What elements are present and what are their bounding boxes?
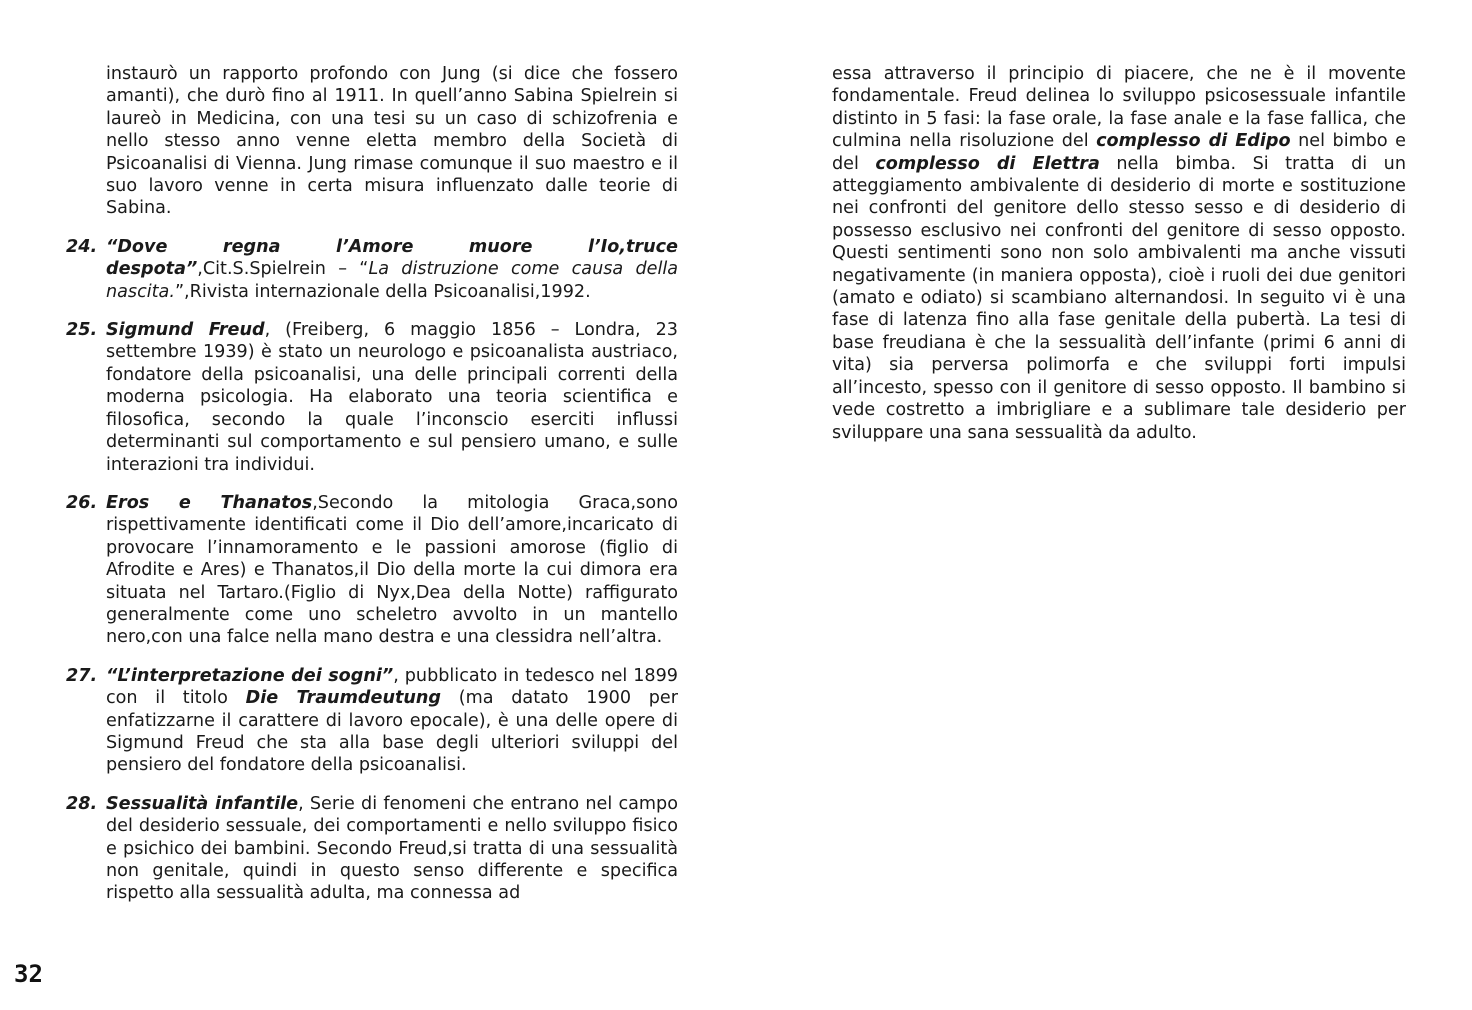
note-number: 28. bbox=[66, 793, 98, 814]
note-24 bbox=[66, 236, 678, 303]
left-column bbox=[66, 63, 678, 905]
note-title: “Dove regna l’Amore muore l’Io,truce despota” bbox=[106, 236, 678, 280]
note-27 bbox=[66, 665, 678, 777]
right-column bbox=[832, 63, 1406, 444]
note-text bbox=[106, 492, 678, 649]
paragraph-emphasis: complesso di Elettra bbox=[875, 153, 1100, 174]
note-text-part: , Serie di fenomeni che entrano nel campo del desiderio sessuale, dei comportamenti e nello sviluppo fisico e psichico dei bambini. Secondo Freud,si tratta di una sessualità non genitale, quindi in questo senso differente e specifica rispetto alla sessualità adulta, ma connessa ad bbox=[106, 793, 678, 904]
note-text bbox=[106, 665, 678, 777]
note-text-part: ”,Rivista internazionale della Psicoanalisi,1992. bbox=[174, 281, 591, 302]
note-number: 27. bbox=[66, 665, 98, 686]
note-number: 24. bbox=[66, 236, 98, 257]
paragraph-text-part: nella bimba. Si tratta di un atteggiamento ambivalente di desiderio di morte e sostituzione nei confronti del genitore dello stesso sesso e di desiderio di possesso esclusivo nei confronti del genitore di sesso opposto. Questi sentimenti sono non solo ambivalenti ma anche vissuti negativamente (in maniera opposta), cioè i ruoli dei due genitori (amato e odiato) si scambiano alternandosi. In seguito vi è una fase di latenza fino alla fase genitale della pubertà. La tesi di base freudiana è che la sessualità dell’infante (primi 6 anni di vita) sia perversa polimorfa e che sviluppi forti impulsi all’incesto, spesso con il genitore di sesso opposto. Il bambino si vede costretto a imbrigliare e a sublimare tale desiderio per sviluppare una sana sessualità da adulto. bbox=[832, 153, 1406, 443]
paragraph-emphasis: complesso di Edipo bbox=[1096, 131, 1291, 152]
note-text-part: , pubblicato in tedesco nel 1899 con il titolo bbox=[106, 665, 678, 709]
note-text bbox=[106, 236, 678, 303]
note-number: 25. bbox=[66, 320, 98, 341]
note-text bbox=[106, 793, 678, 905]
note-title: Sessualità infantile bbox=[106, 793, 299, 814]
note-26 bbox=[66, 492, 678, 649]
note-25 bbox=[66, 319, 678, 476]
note-text bbox=[106, 319, 678, 476]
continuation-paragraph bbox=[832, 63, 1406, 444]
note-text-part: ,Secondo la mitologia Graca,sono rispettivamente identificati come il Dio dell’amore,incaricato di provocare l’innamoramento e le passioni amorose (figlio di Afrodite e Ares) e Thanatos,il Dio della morte la cui dimora era situata nel Tartaro.(Figlio di Nyx,Dea della Notte) raffigurato generalmente come uno scheletro avvolto in un mantello nero,con una falce nella mano destra e una clessidra nell’altra. bbox=[106, 492, 678, 648]
note-title: “L’interpretazione dei sogni” bbox=[106, 665, 394, 686]
paragraph-text-part: nel bimbo e del bbox=[832, 131, 1406, 174]
page-number: 32 bbox=[14, 960, 43, 988]
paragraph-text-part: essa attraverso il principio di piacere, che ne è il movente fondamentale. Freud delinea lo sviluppo psicosessuale infantile distinto in 5 fasi: la fase orale, la fase anale e la fase fallica, che culmina nella risoluzione del bbox=[832, 64, 1406, 152]
note-number: 26. bbox=[66, 492, 98, 513]
note-title: Eros e Thanatos bbox=[106, 492, 313, 513]
intro-paragraph: instaurò un rapporto profondo con Jung (si dice che fossero amanti), che durò fino al 1911. In quell’anno Sabina Spielrein si laureò in Medicina, con una tesi su un caso di schizofrenia e nello stesso anno venne eletta membro della Società di Psicoanalisi di Vienna. Jung rimase comunque il suo maestro e il suo lavoro venne in certa misura influenzato dalle teorie di Sabina. bbox=[106, 64, 678, 219]
note-text-part: , (Freiberg, 6 maggio 1856 – Londra, 23 settembre 1939) è stato un neurologo e psicoanalista austriaco, fondatore della psicoanalisi, una delle principali correnti della moderna psicologia. Ha elaborato una teoria scientifica e filosofica, secondo la quale l’inconscio eserciti influssi determinanti sul comportamento e sul pensiero umano, e sulle interazioni tra individui. bbox=[106, 320, 678, 475]
note-text-part: ,Cit.S.Spielrein – “ bbox=[197, 259, 369, 280]
note-emphasis: Die Traumdeutung bbox=[245, 688, 442, 709]
note-title: Sigmund Freud bbox=[106, 320, 265, 341]
note-text-part: (ma datato 1900 per enfatizzarne il carattere di lavoro epocale), è una delle opere di Sigmund Freud che sta alla base degli ulteriori sviluppi del pensiero del fondatore della psicoanalisi. bbox=[106, 688, 678, 776]
note-italic-title: La distruzione come causa della nascita. bbox=[106, 259, 679, 302]
note-28 bbox=[66, 793, 678, 905]
